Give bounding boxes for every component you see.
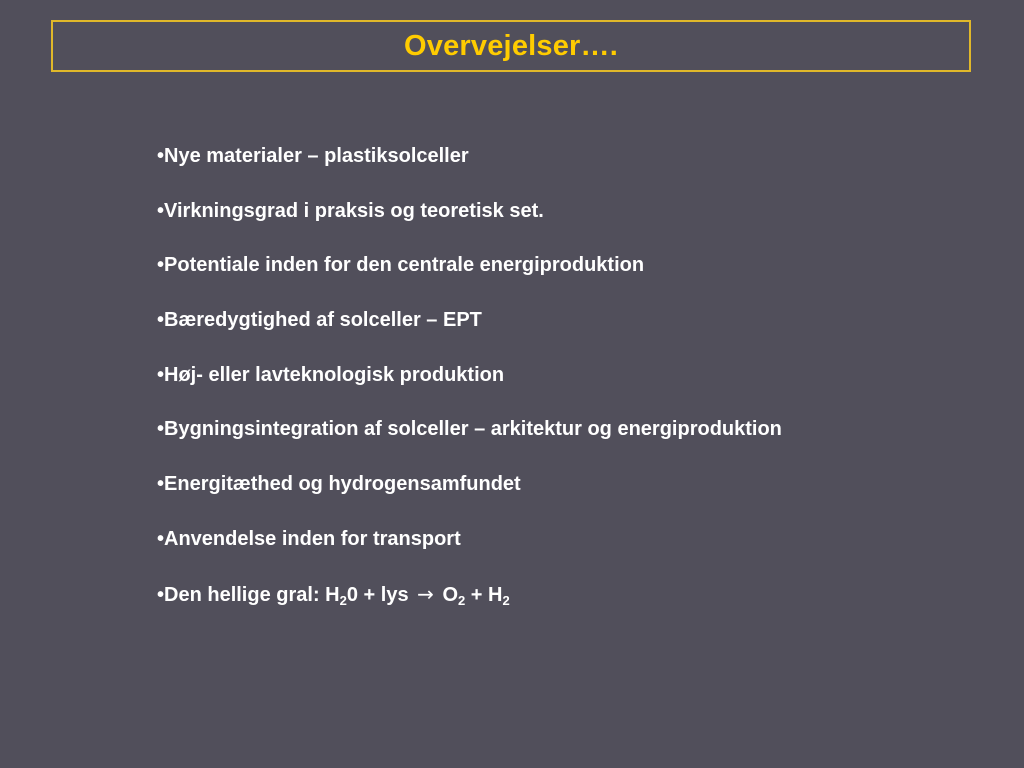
- bullet-dot: •: [157, 473, 165, 496]
- bullet-text: Virkningsgrad i praksis og teoretisk set.: [164, 199, 544, 222]
- bullet-item-formula: [157, 581, 782, 636]
- bullet-text: Nye materialer – plastiksolceller: [164, 145, 469, 167]
- bullet-text: Høj- eller lavteknologisk produktion: [164, 363, 505, 386]
- slide-title: Overvejelser….: [404, 29, 618, 62]
- arrow-right-icon: →: [417, 581, 434, 606]
- slide-title-box: [51, 20, 971, 72]
- bullet-dot: •: [157, 199, 165, 222]
- bullet-text: Potentiale inden for den centrale energiproduktion: [164, 254, 645, 277]
- bullet-dot: •: [157, 145, 165, 167]
- bullet-text: Energitæthed og hydrogensamfundet: [164, 473, 521, 496]
- bullet-item-8: [157, 526, 782, 581]
- bullet-dot: •: [157, 254, 165, 277]
- bullet-dot: •: [157, 527, 165, 550]
- formula-text: 0 + lys: [346, 583, 409, 606]
- formula-text: + H: [465, 583, 503, 606]
- bullet-dot: •: [157, 309, 165, 332]
- bullet-item-3: [157, 252, 782, 307]
- bullet-dot: •: [157, 583, 165, 606]
- bullet-item-1: [157, 143, 782, 198]
- bullet-item-2: [157, 198, 782, 253]
- formula-subscript: 2: [458, 592, 466, 608]
- formula-text: O: [442, 583, 459, 606]
- bullet-item-5: [157, 362, 782, 417]
- bullet-item-4: [157, 307, 782, 362]
- bullet-text: Bæredygtighed af solceller – EPT: [164, 309, 482, 332]
- bullet-item-6: [157, 416, 782, 471]
- bullet-list: [157, 143, 782, 635]
- bullet-item-7: [157, 471, 782, 526]
- bullet-dot: •: [157, 418, 165, 441]
- bullet-dot: •: [157, 363, 165, 386]
- formula-subscript: 2: [339, 592, 347, 608]
- bullet-text: Bygningsintegration af solceller – arkitektur og energiproduktion: [164, 418, 782, 441]
- bullet-text: Anvendelse inden for transport: [164, 527, 461, 550]
- formula-subscript: 2: [502, 592, 510, 608]
- formula-prefix: Den hellige gral: H: [164, 583, 340, 606]
